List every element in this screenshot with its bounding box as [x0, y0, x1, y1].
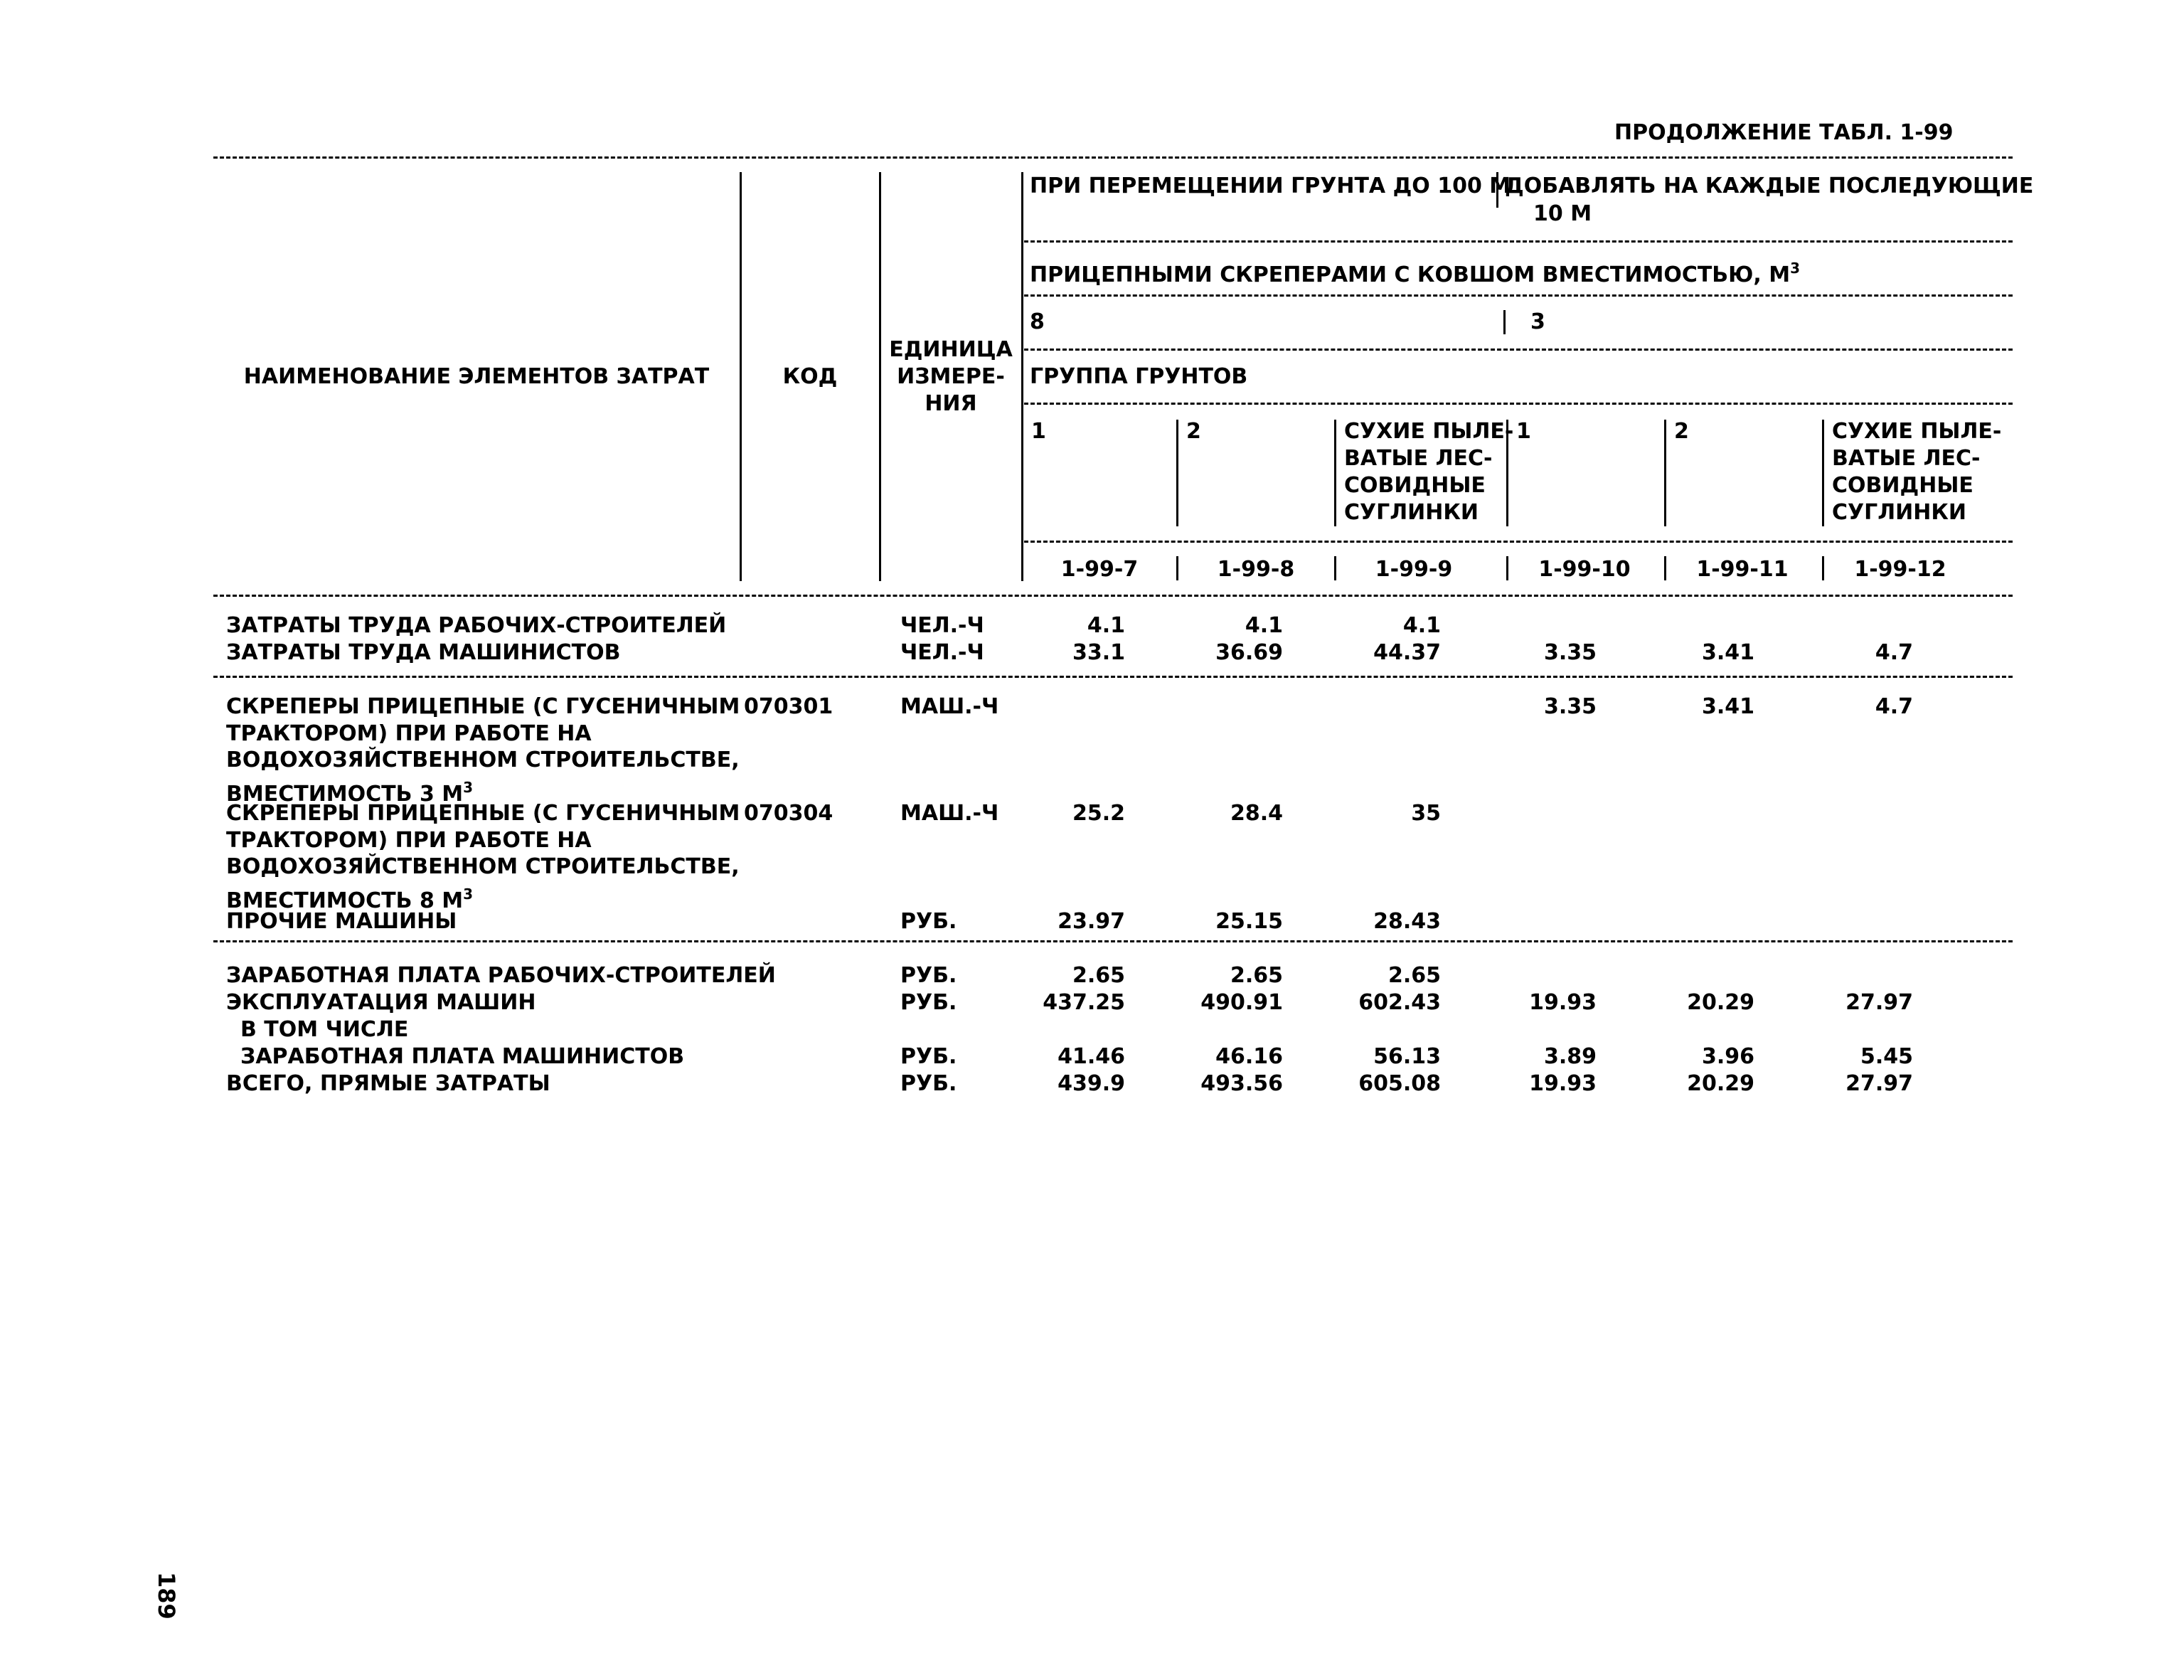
row-unit: РУБ.	[900, 1071, 957, 1096]
row-value: 28.43	[1373, 909, 1441, 934]
row-value: 4.7	[1875, 640, 1913, 665]
row-value: 27.97	[1845, 1071, 1913, 1096]
header-soil-loess-b-3: СОВИДНЫЕ	[1832, 473, 1973, 498]
vline-code-5	[1822, 556, 1824, 580]
row-value: 4.7	[1875, 694, 1913, 719]
row-value: 35	[1411, 801, 1441, 826]
row-name-line: ВСЕГО, ПРЯМЫЕ ЗАТРАТЫ	[226, 1071, 550, 1096]
row-value: 33.1	[1072, 640, 1125, 665]
row-name-line: СКРЕПЕРЫ ПРИЦЕПНЫЕ (С ГУСЕНИЧНЫМ	[226, 801, 740, 826]
header-soil-loess-b-1: СУХИЕ ПЫЛЕ-	[1832, 419, 2002, 444]
rule-header-1	[1024, 240, 2013, 243]
header-rate-code: 1-99-11	[1696, 557, 1789, 582]
row-name-line: В ТОМ ЧИСЛЕ	[240, 1017, 409, 1042]
rule-top	[213, 156, 2013, 159]
rule-header-bottom	[213, 595, 2013, 597]
header-scraper-label	[1030, 255, 1800, 289]
row-value: 3.41	[1701, 640, 1754, 665]
row-value: 44.37	[1373, 640, 1441, 665]
header-soil-loess-a-2: ВАТЫЕ ЛЕС-	[1344, 446, 1493, 471]
header-soil-loess-b-2: ВАТЫЕ ЛЕС-	[1832, 446, 1981, 471]
row-value: 2.65	[1387, 963, 1441, 988]
row-name-text: ВМЕСТИМОСТЬ 8 М	[226, 888, 464, 913]
header-group-add-line-1: ДОБАВЛЯТЬ НА КАЖДЫЕ ПОСЛЕДУЮЩИЕ	[1505, 174, 2034, 198]
row-value: 19.93	[1529, 1071, 1597, 1096]
vline-soil-1	[1176, 420, 1178, 526]
header-soil-loess-a-4: СУГЛИНКИ	[1344, 500, 1479, 525]
header-capacity-8: 8	[1030, 309, 1045, 334]
row-value: 19.93	[1529, 990, 1597, 1015]
header-name-column: НАИМЕНОВАНИЕ ЭЛЕМЕНТОВ ЗАТРАТ	[243, 364, 710, 389]
header-group-add-line-2: 10 М	[1533, 201, 1592, 226]
continuation-title: ПРОДОЛЖЕНИЕ ТАБЛ. 1-99	[1614, 120, 1954, 145]
row-name-superscript: 3	[463, 778, 474, 796]
vline-code-3	[1506, 556, 1508, 580]
row-value: 36.69	[1215, 640, 1283, 665]
header-capacity-3: 3	[1530, 309, 1545, 334]
row-value: 20.29	[1687, 990, 1754, 1015]
row-value: 602.43	[1358, 990, 1441, 1015]
row-unit: ЧЕЛ.-Ч	[900, 640, 984, 665]
header-soil-group: ГРУППА ГРУНТОВ	[1030, 364, 1248, 389]
row-name-line: ТРАКТОРОМ) ПРИ РАБОТЕ НА	[226, 721, 592, 746]
row-value: 4.1	[1087, 613, 1125, 638]
header-rate-code: 1-99-10	[1538, 557, 1631, 582]
rule-header-5	[1024, 541, 2013, 543]
row-name-line: ТРАКТОРОМ) ПРИ РАБОТЕ НА	[226, 827, 592, 853]
row-name-line: ВОДОХОЗЯЙСТВЕННОМ СТРОИТЕЛЬСТВЕ,	[226, 854, 740, 879]
row-value: 2.65	[1230, 963, 1283, 988]
row-value: 28.4	[1230, 801, 1283, 826]
row-unit: РУБ.	[900, 990, 957, 1015]
rule-header-3	[1024, 349, 2013, 351]
row-value: 41.46	[1058, 1044, 1125, 1069]
row-unit: РУБ.	[900, 909, 957, 934]
header-unit-line-3: НИЯ	[925, 391, 977, 416]
header-scraper-text: ПРИЦЕПНЫМИ СКРЕПЕРАМИ С КОВШОМ ВМЕСТИМОСТЬЮ, М	[1030, 262, 1791, 287]
vline-soil-2	[1334, 420, 1336, 526]
header-soil-2-b: 2	[1674, 419, 1689, 444]
vline-code-4	[1664, 556, 1666, 580]
row-value: 4.1	[1402, 613, 1441, 638]
vline-unit-data	[1021, 172, 1023, 581]
row-unit: ЧЕЛ.-Ч	[900, 613, 984, 638]
row-value: 439.9	[1058, 1071, 1125, 1096]
row-value: 4.1	[1245, 613, 1283, 638]
row-name-line: ЗАТРАТЫ ТРУДА МАШИНИСТОВ	[226, 640, 621, 665]
row-name-line: ЗАТРАТЫ ТРУДА РАБОЧИХ-СТРОИТЕЛЕЙ	[226, 613, 727, 638]
row-name-line: ПРОЧИЕ МАШИНЫ	[226, 909, 457, 934]
rule-section-2	[213, 940, 2013, 942]
vline-soil-5	[1822, 420, 1824, 526]
header-soil-2-a: 2	[1186, 419, 1201, 444]
row-value: 25.15	[1215, 909, 1283, 934]
rule-section-1	[213, 676, 2013, 678]
header-soil-loess-b-4: СУГЛИНКИ	[1832, 500, 1967, 525]
row-unit: МАШ.-Ч	[900, 801, 999, 826]
row-unit: РУБ.	[900, 1044, 957, 1069]
row-code: 070304	[744, 801, 833, 826]
row-value: 23.97	[1058, 909, 1125, 934]
header-scraper-superscript: 3	[1790, 260, 1801, 277]
row-value: 493.56	[1200, 1071, 1283, 1096]
row-name-line: ВОДОХОЗЯЙСТВЕННОМ СТРОИТЕЛЬСТВЕ,	[226, 748, 740, 772]
row-value: 46.16	[1215, 1044, 1283, 1069]
row-name-text: ВМЕСТИМОСТЬ 3 М	[226, 781, 464, 807]
vline-capacity	[1503, 310, 1506, 334]
row-name-line: ЗАРАБОТНАЯ ПЛАТА РАБОЧИХ-СТРОИТЕЛЕЙ	[226, 963, 776, 988]
rule-header-2	[1024, 294, 2013, 297]
header-rate-code: 1-99-12	[1854, 557, 1946, 582]
header-soil-loess-a-3: СОВИДНЫЕ	[1344, 473, 1486, 498]
header-rate-code: 1-99-9	[1375, 557, 1453, 582]
row-name-line: ЭКСПЛУАТАЦИЯ МАШИН	[226, 990, 536, 1015]
header-rate-code: 1-99-8	[1217, 557, 1295, 582]
row-value: 5.45	[1860, 1044, 1913, 1069]
header-unit-line-2: ИЗМЕРЕ-	[897, 364, 1005, 389]
row-value: 56.13	[1373, 1044, 1441, 1069]
row-value: 437.25	[1043, 990, 1125, 1015]
row-value: 3.96	[1701, 1044, 1754, 1069]
row-code: 070301	[744, 694, 833, 719]
row-value: 490.91	[1200, 990, 1283, 1015]
header-unit-line-1: ЕДИНИЦА	[889, 337, 1013, 362]
header-rate-code: 1-99-7	[1060, 557, 1139, 582]
header-soil-1-b: 1	[1516, 419, 1531, 444]
row-value: 3.35	[1543, 640, 1597, 665]
row-name-line: СКРЕПЕРЫ ПРИЦЕПНЫЕ (С ГУСЕНИЧНЫМ	[226, 694, 740, 719]
row-unit: РУБ.	[900, 963, 957, 988]
vline-soil-4	[1664, 420, 1666, 526]
row-value: 25.2	[1072, 801, 1125, 826]
vline-code-1	[1176, 556, 1178, 580]
row-value: 3.41	[1701, 694, 1754, 719]
rule-header-4	[1024, 403, 2013, 405]
row-value: 20.29	[1687, 1071, 1754, 1096]
header-code-column: КОД	[782, 364, 838, 389]
row-value: 2.65	[1072, 963, 1125, 988]
row-value: 605.08	[1358, 1071, 1441, 1096]
row-value: 3.89	[1543, 1044, 1597, 1069]
row-value: 3.35	[1543, 694, 1597, 719]
row-name-superscript: 3	[463, 885, 474, 903]
row-unit: МАШ.-Ч	[900, 694, 999, 719]
page-number: 189	[153, 1572, 180, 1620]
row-name-line: ЗАРАБОТНАЯ ПЛАТА МАШИНИСТОВ	[240, 1044, 685, 1069]
header-group-transport: ПРИ ПЕРЕМЕЩЕНИИ ГРУНТА ДО 100 М	[1030, 174, 1511, 198]
vline-code-2	[1334, 556, 1336, 580]
header-soil-1-a: 1	[1031, 419, 1046, 444]
row-value: 27.97	[1845, 990, 1913, 1015]
header-soil-loess-a-1: СУХИЕ ПЫЛЕ-	[1344, 419, 1514, 444]
